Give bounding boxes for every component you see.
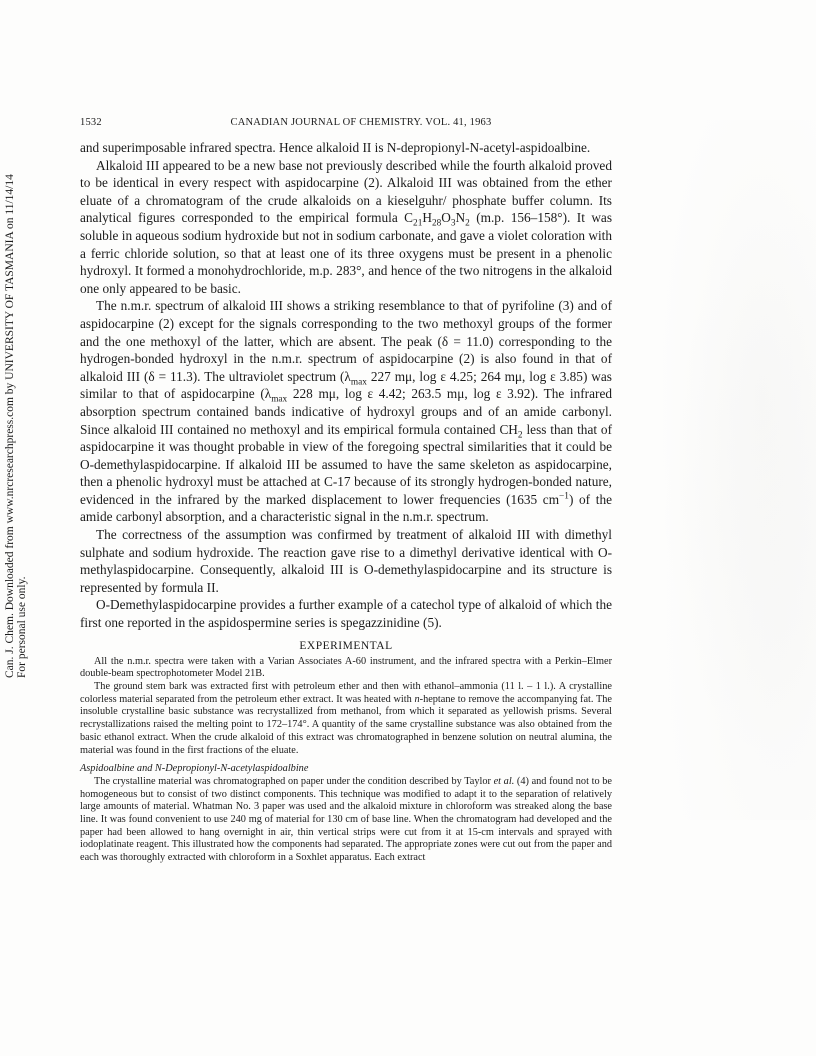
download-watermark: [4, 174, 28, 678]
journal-title: CANADIAN JOURNAL OF CHEMISTRY. VOL. 41, 1963: [230, 117, 492, 128]
scan-artifact: [636, 120, 816, 820]
experimental-text: [80, 656, 612, 865]
download-notice-line: Can. J. Chem. Downloaded from www.nrcresearchpress.com by UNIVERSITY OF TASMANIA on 11/14/14: [4, 174, 16, 678]
section-heading-experimental: EXPERIMENTAL: [299, 639, 393, 652]
paragraph-4: The correctness of the assumption was confirmed by treatment of alkaloid III with dimethyl sulphate and sodium hydroxide. The reaction gave rise to a dimethyl derivative identical with O-methylaspidocarpine. Consequently, alkaloid III is O-demethylaspidocarpine and its structure is represented by formula II.: [80, 527, 612, 595]
journal-page: [80, 117, 612, 865]
personal-use-notice: For personal use only.: [16, 576, 28, 678]
paragraph-1: and superimposable infrared spectra. Hence alkaloid II is N-depropionyl-N-acetyl-aspidoalbine.: [80, 140, 591, 155]
experimental-paragraph-3: The crystalline material was chromatographed on paper under the condition described by Taylor et al. (4) and found not to be homogeneous but to consist of two distinct components. This technique was modified to adapt it to the separation of relatively large amounts of material. Whatman No. 3 paper was used and the alkaloid mixture in chloroform was streaked along the base line. It was found convenient to use 240 mg of material for 130 cm of base line. When the chromatogram had developed and the paper had been allowed to hang overnight in air, thin vertical strips were cut from it at 15-cm intervals and sprayed with iodoplatinate reagent. This illustrated how the components had separated. The appropriate zones were cut out from the paper and each was thoroughly extracted with chloroform in a Soxhlet apparatus. Each extract: [80, 775, 612, 864]
experimental-paragraph-2: The ground stem bark was extracted first with petroleum ether and then with ethanol–ammonia (11 l. – 1 l.). A crystalline colorless material separated from the petroleum ether extract. It was heated with n-heptane to remove the accompanying fat. The insoluble crystalline basic substance was recrystallized from methanol, from which it separated as yellowish prisms. Several recrystallizations raised the melting point to 172–174°. A quantity of the same crystalline substance was also obtained from the basic ethanol extract. When the crude alkaloid of this extract was chromatographed in benzene solution on neutral alumina, the material was found in the first fractions of the eluate.: [80, 681, 612, 756]
paragraph-3: The n.m.r. spectrum of alkaloid III shows a striking resemblance to that of pyrifoline (3) and of aspidocarpine (2) except for the signals corresponding to the two methoxyl groups of the former and the one methoxyl of the latter, which are absent. The peak (δ = 11.0) corresponding to the hydrogen-bonded hydroxyl in the n.m.r. spectrum of aspidocarpine (2) is also found in that of alkaloid III (δ = 11.3). The ultraviolet spectrum ($\lambda_{max}$ 227 mμ, log ε 4.25; 264 mμ, log ε 3.85) was similar to that of aspidocarpine ($\lambda_{max}$ 228 mμ, log ε 4.42; 263.5 mμ, log ε 3.92). The infrared absorption spectrum contained bands indicative of hydroxyl groups and of an amide carbonyl. Since alkaloid III contained no methoxyl and its empirical formula contained $CH_2$ less than that of aspidocarpine it was thought probable in view of the foregoing spectral similarities that it could be O-demethylaspidocarpine. If alkaloid III be assumed to have the same skeleton as aspidocarpine, then a phenolic hydroxyl must be attached at C-17 because of its strongly hydrogen-bonded nature, evidenced in the infrared by the marked displacement to lower frequencies (1635 $cm^{-1}$) of the amide carbonyl absorption, and a characteristic signal in the n.m.r. spectrum.: [80, 298, 613, 525]
page-number: 1532: [80, 117, 102, 128]
paragraph-2: Alkaloid III appeared to be a new base not previously described while the fourth alkaloid proved to be identical in every respect with aspidocarpine (2). Alkaloid III was obtained from the ether eluate of a chromatogram of the crude alkaloids on a kieselguhr/ phosphate buffer column. Its analytical figures corresponded to the empirical formula $C_{21}H_{28}O_3N_2$ (m.p. 156–158°). It was soluble in aqueous sodium hydroxide but not in sodium carbonate, and gave a violet coloration with a ferric chloride solution, so that at least one of its three oxygens must be present in a phenolic hydroxyl. It formed a monohydrochloride, m.p. 283°, and hence of the two nitrogens in the alkaloid one only appeared to be basic.: [80, 157, 612, 296]
subsection-heading: Aspidoalbine and N-Depropionyl-N-acetylaspidoalbine: [80, 763, 309, 775]
experimental-paragraph-1: All the n.m.r. spectra were taken with a Varian Associates A-60 instrument, and the infrared spectra with a Perkin–Elmer double-beam spectrophotometer Model 21B.: [80, 655, 612, 680]
paragraph-5: O-Demethylaspidocarpine provides a further example of a catechol type of alkaloid of which the first one reported in the aspidospermine series is spegazzinidine (5).: [80, 597, 612, 631]
main-text: [80, 139, 612, 632]
running-header: [80, 117, 612, 133]
